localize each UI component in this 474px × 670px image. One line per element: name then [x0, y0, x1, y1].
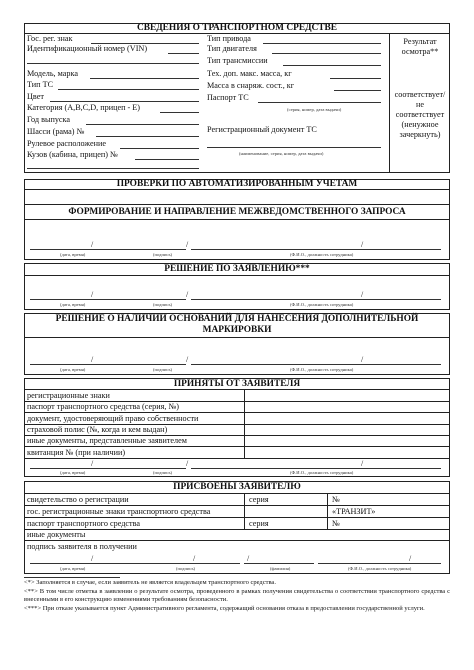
checks-subtitle: ФОРМИРОВАНИЕ И НАПРАВЛЕНИЕ МЕЖВЕДОМСТВЕННОГО ЗАПРОСА	[68, 207, 406, 217]
accepted-row-insurance: страховой полис (№, когда и кем выдан)	[27, 425, 168, 434]
assigned-title: ПРИСВОЕНЫ ЗАЯВИТЕЛЮ	[173, 482, 301, 492]
checks-slash-2: /	[186, 240, 189, 249]
field-max-mass: Тех. доп. макс. масса, кг	[207, 69, 292, 78]
field-passport: Паспорт ТС	[207, 93, 249, 102]
assigned-slash-1: /	[91, 554, 94, 563]
assigned-row-line-2	[24, 517, 450, 518]
field-steering-line[interactable]	[120, 148, 199, 149]
marking-sign-line[interactable]	[140, 364, 186, 365]
checks-date-label: (дата, время)	[60, 252, 86, 257]
checks-name-label: (Ф.И.О., должность сотрудника)	[290, 252, 354, 257]
accepted-row-ownership: документ, удостоверяющий право собственности	[27, 414, 199, 423]
field-engine: Тип двигателя	[207, 44, 257, 53]
decision-slash-1: /	[91, 290, 94, 299]
field-engine-line[interactable]	[272, 53, 381, 54]
accepted-slash-2: /	[186, 459, 189, 468]
checks-subtitle-divider-bottom	[24, 219, 450, 220]
assigned-slash-4: /	[409, 554, 412, 563]
decision-title-divider	[24, 275, 450, 276]
accepted-slash-1: /	[91, 459, 94, 468]
decision-title: РЕШЕНИЕ ПО ЗАЯВЛЕНИЮ***	[164, 264, 310, 274]
field-vin-line[interactable]	[168, 53, 199, 54]
assigned-row-line-1	[24, 505, 450, 506]
marking-date-line[interactable]	[30, 364, 140, 365]
decision-slash-3: /	[361, 290, 364, 299]
checks-sign-label: (подпись)	[153, 252, 173, 257]
decision-slash-2: /	[186, 290, 189, 299]
assigned-date-label: (дата, время)	[60, 566, 86, 571]
field-regdoc-line[interactable]	[207, 147, 381, 148]
assigned-date-line[interactable]	[30, 563, 140, 564]
marking-slash-3: /	[361, 355, 364, 364]
field-passport-line[interactable]	[258, 102, 381, 103]
field-type-line[interactable]	[58, 89, 199, 90]
field-gos-reg-znak: Гос. рег. знак	[27, 34, 73, 43]
checks-title-divider	[24, 189, 450, 190]
accepted-row-other: иные документы, представленные заявителем	[27, 436, 187, 445]
assigned-col-divider-1	[244, 493, 245, 529]
assigned-slash-2: /	[193, 554, 196, 563]
field-category-line[interactable]	[160, 112, 199, 113]
checks-title: ПРОВЕРКИ ПО АВТОМАТИЗИРОВАННЫМ УЧЕТАМ	[116, 179, 358, 189]
checks-subtitle-divider-top	[24, 204, 450, 205]
field-year-line[interactable]	[86, 124, 199, 125]
assigned-row-plates: гос. регистрационные знаки транспортного средства	[27, 507, 211, 516]
field-steering: Рулевое расположение	[27, 139, 106, 148]
field-category: Категория (A,B,C,D, прицеп - E)	[27, 103, 141, 112]
assigned-surname-label: (фамилия)	[270, 566, 291, 571]
accepted-row-line-5	[24, 446, 450, 447]
field-type: Тип ТС	[27, 80, 54, 89]
assigned-sign-label: (подпись)	[176, 566, 196, 571]
accepted-title: ПРИНЯТЫ ОТ ЗАЯВИТЕЛЯ	[173, 379, 301, 389]
decision-sign-label: (подпись)	[153, 302, 173, 307]
accepted-row-line-6	[24, 458, 450, 459]
assigned-slash-3: /	[247, 554, 250, 563]
accepted-slash-3: /	[361, 459, 364, 468]
marking-title: РЕШЕНИЕ О НАЛИЧИИ ОСНОВАНИЙ ДЛЯ НАНЕСЕНИЯ ДОПОЛНИТЕЛЬНОЙ МАРКИРОВКИ	[55, 314, 419, 335]
assigned-series-label-1: серия	[249, 495, 269, 504]
footnote-separator	[24, 577, 120, 578]
field-regdoc: Регистрационный документ ТС	[207, 125, 317, 134]
assigned-row-line-3	[24, 529, 450, 530]
accepted-row-receipt: квитанция № (при наличии)	[27, 448, 126, 457]
assigned-name-label: (Ф.И.О., должность сотрудника)	[348, 566, 412, 571]
assigned-number-label-1: №	[332, 495, 340, 504]
accepted-row-passport: паспорт транспортного средства (серия, №)	[27, 402, 180, 411]
field-chassis: Шасси (рама) №	[27, 127, 85, 136]
field-chassis-line[interactable]	[96, 136, 199, 137]
accepted-sign-line[interactable]	[140, 468, 186, 469]
marking-title-divider	[24, 337, 450, 338]
marking-slash-1: /	[91, 355, 94, 364]
marking-date-label: (дата, время)	[60, 367, 86, 372]
field-passport-note: (серия, номер, дата выдачи)	[287, 107, 342, 112]
accepted-row-line-2	[24, 412, 450, 413]
field-drive-line[interactable]	[263, 43, 381, 44]
accepted-name-line[interactable]	[191, 468, 441, 469]
marking-name-line[interactable]	[191, 364, 441, 365]
field-regdoc-note: (наименование, серия, номер, дата выдачи)	[239, 151, 324, 156]
decision-date-line[interactable]	[30, 299, 140, 300]
field-color-line[interactable]	[50, 101, 199, 102]
field-transmission-line[interactable]	[283, 65, 381, 66]
field-drive: Тип привода	[207, 34, 251, 43]
decision-name-label: (Ф.И.О., должность сотрудника)	[290, 302, 354, 307]
accepted-title-divider	[24, 389, 450, 390]
assigned-surname-line[interactable]	[244, 563, 314, 564]
checks-date-line[interactable]	[30, 249, 140, 250]
accepted-date-label: (дата, время)	[60, 470, 86, 475]
checks-slash-3: /	[361, 240, 364, 249]
marking-name-label: (Ф.И.О., должность сотрудника)	[290, 367, 354, 372]
accepted-date-line[interactable]	[30, 468, 140, 469]
decision-name-line[interactable]	[191, 299, 441, 300]
assigned-row-line-4	[24, 540, 450, 541]
decision-sign-line[interactable]	[140, 299, 186, 300]
field-curb-mass: Масса в снаряж. сост., кг	[207, 81, 295, 90]
vehicle-section-title: СВЕДЕНИЯ О ТРАНСПОРТНОМ СРЕДСТВЕ	[136, 23, 338, 33]
footnote-2: <**> В том числе отметка в заявлении о результате осмотра, проведенного в рамках получения свидетельства о соответствии транспортного средства с внесенными в его конструкцию изменениями требованиям безопасности.	[24, 588, 450, 603]
accepted-sign-label: (подпись)	[153, 470, 173, 475]
field-transmission: Тип трансмиссии	[207, 56, 268, 65]
field-body-line[interactable]	[135, 159, 199, 160]
assigned-row-passport: паспорт транспортного средства	[27, 519, 140, 528]
assigned-row-certificate: свидетельство о регистрации	[27, 495, 129, 504]
accepted-name-label: (Ф.И.О., должность сотрудника)	[290, 470, 354, 475]
accepted-row-plates: регистрационные знаки	[27, 391, 110, 400]
result-value[interactable]: соответствует/не соответствует (ненужное зачеркнуть)	[394, 90, 446, 139]
assigned-row-signature: подпись заявителя в получении	[27, 542, 137, 551]
field-body: Кузов (кабина, прицеп) №	[27, 150, 118, 159]
assigned-col-divider-2	[327, 493, 328, 529]
field-body-line-2[interactable]	[27, 168, 199, 169]
field-color: Цвет	[27, 92, 44, 101]
field-max-mass-line[interactable]	[330, 78, 381, 79]
result-title: Результат осмотра**	[401, 37, 439, 56]
assigned-series-label-2: серия	[249, 519, 269, 528]
assigned-tranzit-label: «ТРАНЗИТ»	[332, 507, 376, 516]
decision-date-label: (дата, время)	[60, 302, 86, 307]
footnote-1: <*> Заполняется в случае, если заявитель не является владельцем транспортного средства.	[24, 579, 276, 586]
checks-name-line[interactable]	[191, 249, 441, 250]
field-model-line[interactable]	[90, 78, 199, 79]
assigned-sign-line[interactable]	[140, 563, 240, 564]
field-vin-line-2[interactable]	[27, 63, 199, 64]
field-year: Год выпуска	[27, 115, 71, 124]
checks-sign-line[interactable]	[140, 249, 186, 250]
field-model: Модель, марка	[27, 69, 78, 78]
field-vin: Идентификационный номер (VIN)	[27, 44, 148, 53]
marking-sign-label: (подпись)	[153, 367, 173, 372]
marking-slash-2: /	[186, 355, 189, 364]
assigned-row-other: иные документы	[27, 530, 86, 539]
assigned-name-line[interactable]	[318, 563, 441, 564]
field-curb-mass-line[interactable]	[334, 90, 381, 91]
checks-slash-1: /	[91, 240, 94, 249]
assigned-title-divider	[24, 493, 450, 494]
footnote-3: <***> При отказе указывается пункт Административного регламента, содержащий основания отказа в предоставлении государственной услуги.	[24, 605, 425, 612]
assigned-number-label-2: №	[332, 519, 340, 528]
vehicle-result-divider	[389, 33, 390, 173]
